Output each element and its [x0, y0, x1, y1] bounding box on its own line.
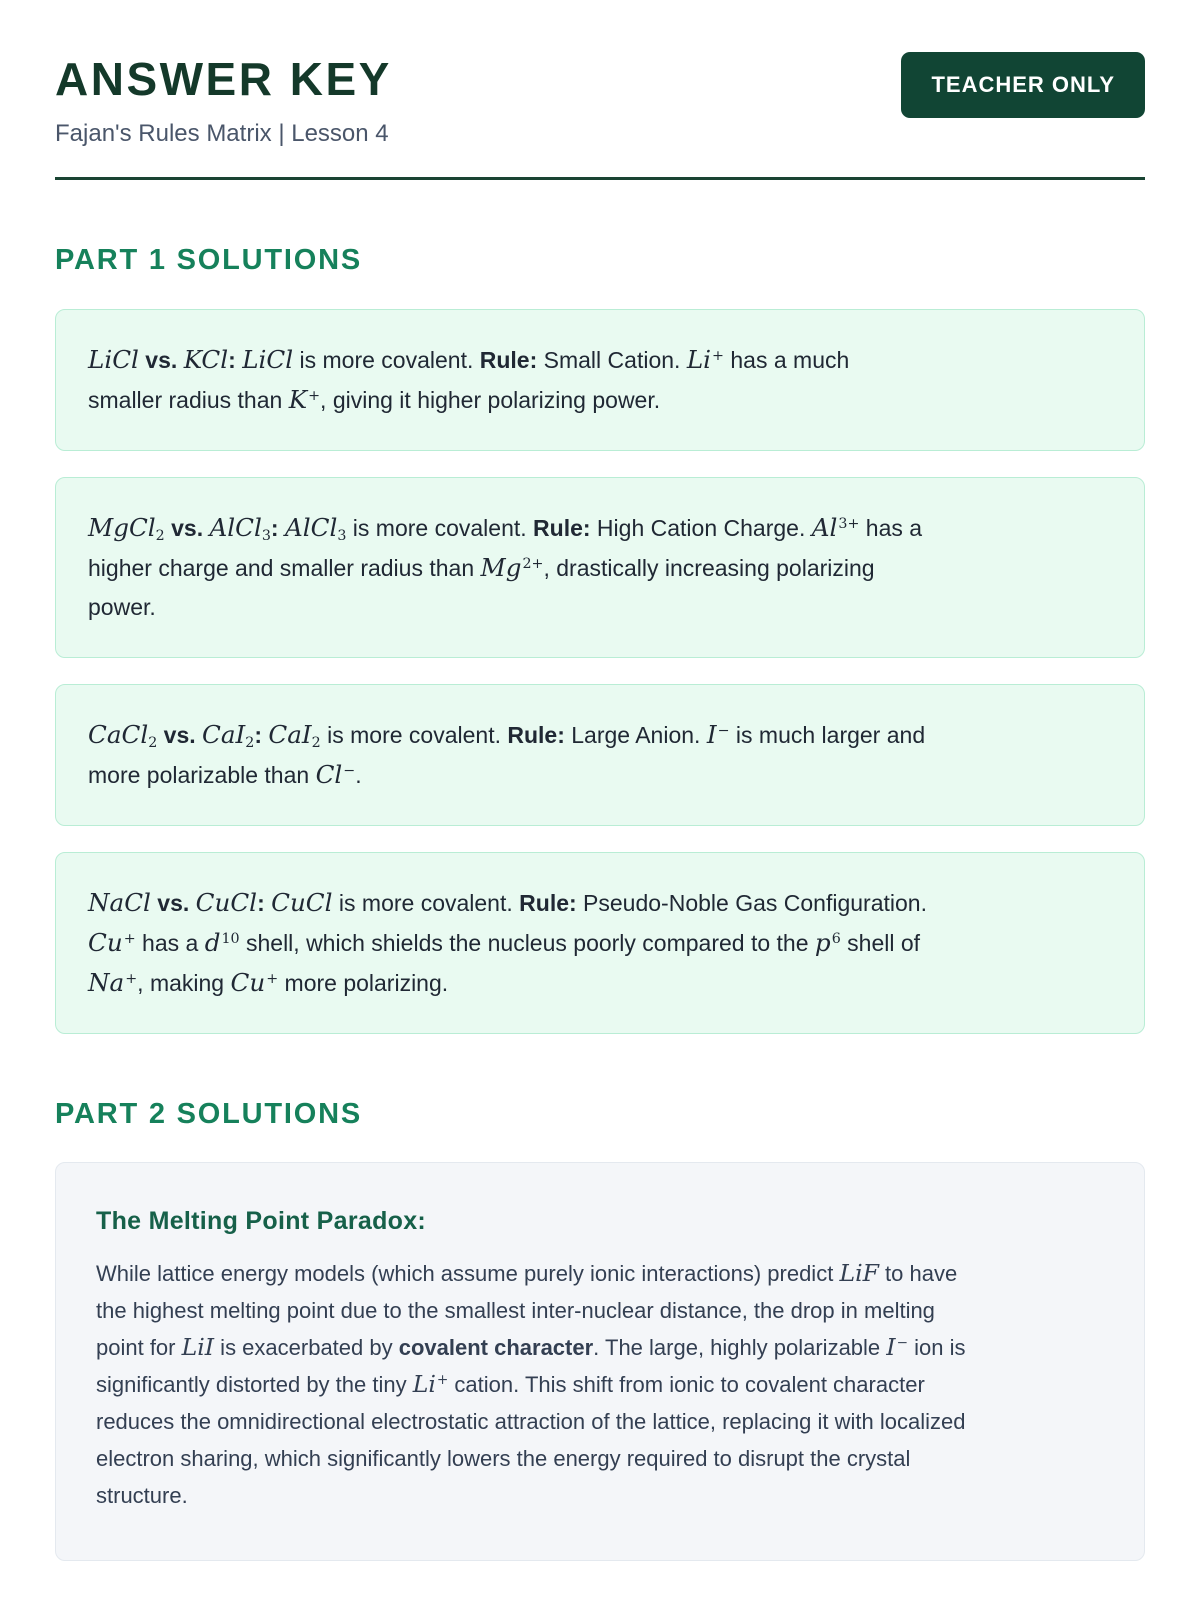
answer-card-nacl-cucl: NaCl vs. CuCl: CuCl is more covalent. Rule: Pseudo-Noble Gas Configuration. Cu+ has a d10 shell, which shields the nucleus poorly compared to the p6 shell of Na+, making Cu+ more polarizing.: [55, 852, 1145, 1034]
page-title: ANSWER KEY: [55, 53, 392, 105]
melting-point-card: [55, 1162, 1145, 1561]
answer-card-cacl2-cai2: CaCl2 vs. CaI2: CaI2 is more covalent. Rule: Large Anion. I− is much larger and more polarizable than Cl−.: [55, 684, 1145, 826]
part1-section: [55, 243, 1145, 1034]
header-divider: [55, 177, 1145, 180]
part2-heading: PART 2 SOLUTIONS: [55, 1097, 363, 1130]
answer-card-mgcl2-alcl3: MgCl2 vs. AlCl3: AlCl3 is more covalent. Rule: High Cation Charge. Al3+ has a higher charge and smaller radius than Mg2+, drastically increasing polarizing power.: [55, 477, 1145, 658]
melting-point-card-title: The Melting Point Paradox:: [96, 1206, 427, 1235]
page-subtitle: Fajan's Rules Matrix | Lesson 4: [55, 119, 389, 147]
answer-card-licl-kcl: LiCl vs. KCl: LiCl is more covalent. Rule: Small Cation. Li+ has a much smaller radius than K+, giving it higher polarizing power.: [55, 309, 1145, 451]
melting-point-card-paragraph: While lattice energy models (which assume purely ionic interactions) predict LiF to have the highest melting point due to the smallest inter-nuclear distance, the drop in melting point for LiI is exacerbated by covalent character. The large, highly polarizable I− ion is significantly distorted by the tiny Li+ cation. This shift from ionic to covalent character reduces the omnidirectional electrostatic attraction of the lattice, replacing it with localized electron sharing, which significantly lowers the energy required to disrupt the crystal structure.: [96, 1258, 966, 1508]
part2-section: [55, 1097, 1145, 1600]
part1-heading: PART 1 SOLUTIONS: [55, 243, 363, 276]
teacher-only-badge: TEACHER ONLY: [901, 52, 1145, 118]
page-header: [55, 53, 1145, 148]
